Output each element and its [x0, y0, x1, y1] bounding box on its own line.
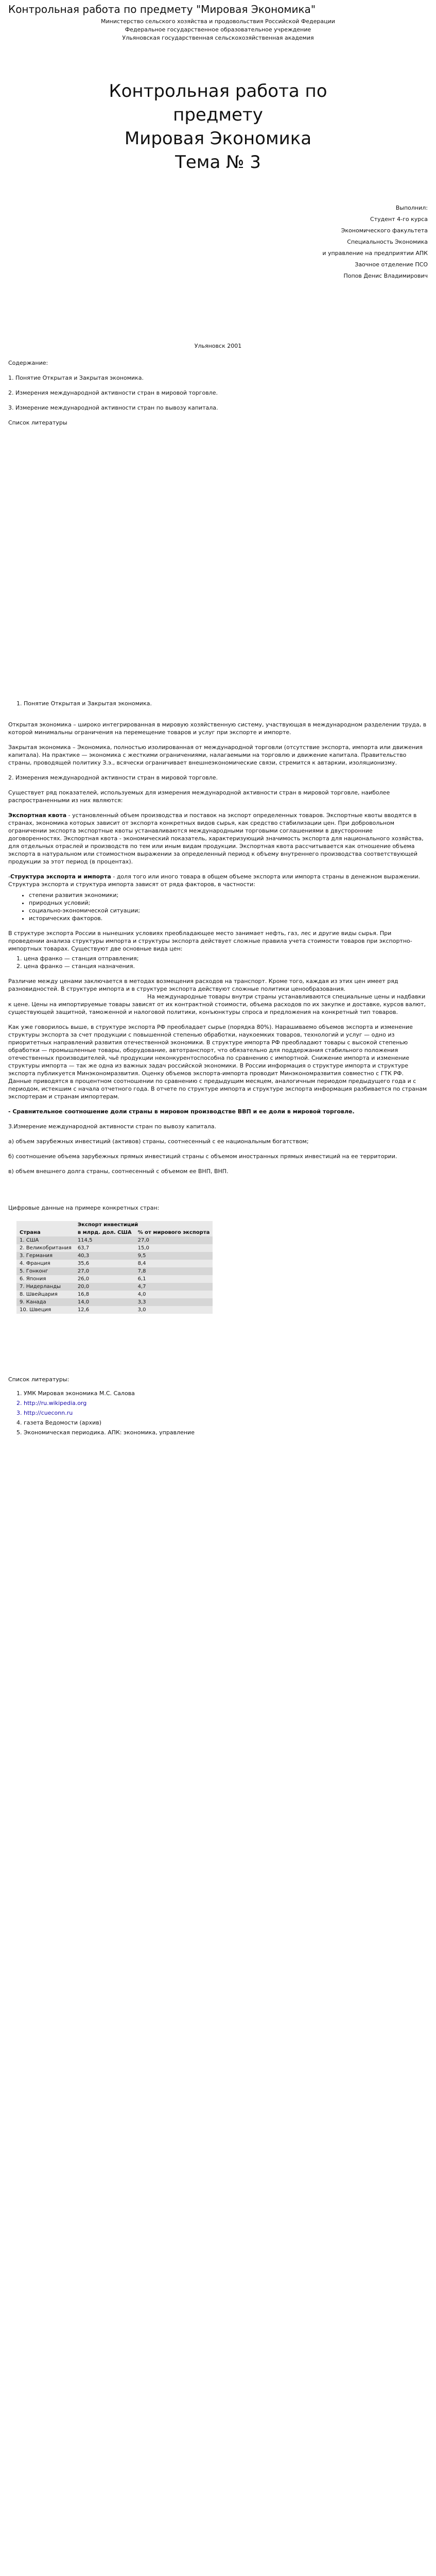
author-line: Экономического факультета — [341, 227, 428, 234]
paragraph-gdp-share: - Сравнительное соотношение доли страны в мировом производстве ВВП и ее доли в мировой торговле. — [8, 1108, 355, 1115]
table-cell: 16,8 — [77, 1292, 90, 1297]
paragraph-export-quota — [8, 811, 428, 866]
contents-item[interactable]: Список литературы — [8, 419, 67, 426]
table-cell: 4. Франция — [20, 1261, 50, 1266]
table-cell: 7. Нидерланды — [16, 1283, 75, 1291]
contents — [8, 359, 428, 427]
gdp-share-text: Сравнительное соотношение доли страны в мировом производстве ВВП и ее доли в мировой торговле. — [12, 1108, 355, 1115]
table-row — [16, 1298, 213, 1306]
table-cell: 3,0 — [137, 1307, 146, 1313]
paragraph-c: в) объем внешнего долга страны, соотнесенный с объемом ее ВНП, ВНП. — [8, 1168, 229, 1175]
factor-item: • природных условий; — [29, 899, 428, 907]
table-row — [16, 1275, 213, 1283]
table-cell: 2. Великобритания — [20, 1245, 72, 1251]
import-prices-text: На международные товары внутри страны устанавливаются специальные цены и надбавки к цене. Цены на импортируемые товары зависят от их контрактной стоимости, объема расходов по их закупке и доставке, курсов валют, существующей защитной, таможенной и налоговой политики, конъюнктуры спроса и предложения на конкретный тип товаров. — [8, 993, 426, 1015]
table-cell: 6. Япония — [20, 1276, 46, 1282]
title-line: Мировая Экономика — [124, 128, 312, 149]
paragraph-russia-export: В структуре экспорта России в нынешних условиях преобладающее место занимает нефть, газ, лес и другие виды сырья. При проведении анализа структуры импорта и структуры экспорта действует сложные правила учета стоимости товаров при экспортно-импортных товарах. Существуют две основные вида цен: — [8, 930, 412, 952]
author-line: и управление на предприятии АПК — [322, 250, 428, 257]
table-cell: 15,0 — [137, 1245, 149, 1251]
term-export-quota: Экспортная квота — [8, 812, 67, 819]
table-row — [16, 1291, 213, 1298]
paragraph-a: а) объем зарубежных инвестиций (активов) страны, соотнесенный с ее национальным богатством; — [8, 1138, 309, 1145]
org-line: Федеральное государственное образовательное учреждение — [125, 26, 311, 33]
title-line: предмету — [173, 105, 263, 125]
table-cell: 35,6 — [77, 1261, 90, 1266]
references-list — [8, 1389, 428, 1436]
factor-item: • исторических факторов. — [29, 914, 428, 922]
author-line: Выполнил: — [395, 205, 428, 211]
table-row — [16, 1252, 213, 1260]
table-cell: 8,4 — [137, 1261, 146, 1266]
org-line: Ульяновская государственная сельскохозяйственная академия — [122, 35, 314, 41]
table-row — [16, 1260, 213, 1267]
title-line: Контрольная работа по — [109, 81, 327, 101]
city-year: Ульяновск 2001 — [194, 343, 242, 349]
author-block — [8, 204, 428, 280]
table-cell: 1. США — [16, 1236, 75, 1244]
document-title: Контрольная работа по предмету "Мировая Экономика" — [8, 3, 316, 15]
paragraph-open-economy: Открытая экономика – широко интегрированная в мировую хозяйственную систему, участвующая в международном разделении труда, в которой минимальны ограничения на перемещение товаров и услуг при экспорте и импорте. — [8, 721, 427, 736]
table-cell: 7,8 — [135, 1267, 213, 1275]
reference-link[interactable]: 2. http://ru.wikipedia.org — [24, 1399, 428, 1407]
table-row — [16, 1267, 213, 1275]
table-col-header: Страна — [20, 1230, 41, 1235]
table-intro: Цифровые данные на примере конкретных стран: — [8, 1205, 160, 1211]
price-item: 1. цена франко — станция отправления; — [24, 955, 428, 962]
table-cell: 12,6 — [77, 1307, 90, 1313]
contents-item[interactable]: 1. Понятие Открытая и Закрытая экономика. — [8, 375, 144, 381]
table-cell: 6,1 — [137, 1276, 146, 1282]
table-header-empty — [16, 1221, 75, 1229]
factors-list — [8, 891, 428, 922]
table-cell: 27,0 — [75, 1267, 135, 1275]
contents-title: Содержание: — [8, 360, 48, 366]
table-row — [16, 1306, 213, 1314]
factor-item: • социально-экономической ситуации; — [29, 907, 428, 914]
references-title: Список литературы: — [8, 1376, 69, 1383]
paragraph-b: б) соотношение объема зарубежных прямых инвестиций страны с объемом иностранных прямых инвестиций на ее территории. — [8, 1153, 397, 1160]
contents-item[interactable]: 3. Измерение международной активности стран по вывозу капитала. — [8, 404, 218, 411]
table-cell: 14,0 — [75, 1298, 135, 1306]
section-heading-list — [8, 700, 428, 707]
reference-item: 4. газета Ведомости (архив) — [24, 1419, 428, 1427]
author-line: Заочное отделение ПСО — [355, 261, 428, 268]
prices-list — [8, 955, 428, 970]
author-line: Попов Денис Владимирович — [343, 273, 428, 279]
table-cell: 8. Швейцария — [20, 1292, 58, 1297]
title-line: Тема № 3 — [175, 152, 261, 173]
table-cell: 40,3 — [75, 1252, 135, 1260]
export-quota-text: - установленный объем производства и поставок на экспорт определенных товаров. Экспортные квоты вводятся в странах, экономика которых зависит от экспорта конкретных видов сырья, как средство стабилизации цен. При добровольном ограничении экспорта экспортные квоты устанавливаются международными торговыми соглашениями в двусторонние договоренностях. Экспортная квота - экономический показатель, характеризующий значимость экспорта для национального хозяйства, для отдельных отраслей и производств по тем или иным видам продукции. Экспортная квота рассчитывается как отношение объема экспорта в натуральном или стоимостном выражении за определенный период к объему внутреннего производства соответствующей продукции за этот период (в процентах). — [8, 812, 424, 865]
paragraph-closed-economy: Закрытая экономика – Экономика, полностью изолированная от международной торговли (отсутствие экспорта, импорта или движения капитала). На практике — экономика с жесткими ограничениями, налагаемыми на торговлю и движение капитала. Правительство страны, проводящей политику З.э., всячески ограничивает внешнеэкономические связи, стремится к автаркии, изоляционизму. — [8, 744, 423, 766]
paragraph-indicators: Существует ряд показателей, используемых для измерения международной активности стран в мировой торговле, наиболее распространенными из них являются: — [8, 789, 390, 804]
price-item: 2. цена франко — станция назначения. — [24, 962, 428, 970]
table-cell: 27,0 — [135, 1236, 213, 1244]
org-line: Министерство сельского хозяйства и продовольствия Российской Федерации — [101, 18, 335, 25]
table-cell: 20,0 — [75, 1283, 135, 1291]
section1-heading: 1. Понятие Открытая и Закрытая экономика. — [24, 700, 428, 707]
term-structure: Структура экспорта и импорта — [10, 873, 111, 880]
organization-header — [8, 18, 428, 42]
paragraph-import-prices — [8, 993, 428, 1016]
table-cell: 26,0 — [77, 1276, 90, 1282]
table-cell: 4,7 — [135, 1283, 213, 1291]
table-cell: 114,5 — [75, 1236, 135, 1244]
table-group-header: Экспорт инвестиций — [77, 1222, 138, 1228]
reference-item: 1. УМК Мировая экономика М.С. Салова — [24, 1389, 428, 1397]
paragraph-export-structure-rf: Как уже говорилось выше, в структуре экспорта РФ преобладает сырье (порядка 80%). Нарашиваемо объемов экспорта и изменение структуры экспорта за счет продукции с повышенной степенью обработки, наукоемких товаров, технологий и услуг — одно из приоритетных направлений развития отечественной экономики. В структуре импорта РФ преобладают товары с высокой степенью обработки — промышленные товары, оборудование, автотранспорт, что обязательно для поддержания стабильного положения отечественных производителей, чьё продукции неконкурентоспособна по сравнению с импортной. Снижение импорта и изменение структуры импорта — так же одна из важных задач российской экономики. В России информация о структуре импорта и структуре экспорта публикуется Минэкономразвития. Оценку объемов экспорта-импорта проводит Минэкономразвития совместно с ГТК РФ. Данные приводятся в процентном соотношении по сравнению с предыдущим месяцем, аналогичным периодом предыдущего года и с периодом, истекшим с начала отчетного года. В отчете по структуре импорта и структуре экспорта информация разбивается по странам экспортерам и странам импортерам. — [8, 1024, 427, 1100]
title-block — [8, 79, 428, 174]
investment-table — [16, 1221, 213, 1314]
table-cell: 10. Швеция — [20, 1307, 51, 1313]
table-row — [16, 1244, 213, 1252]
table-col-header: % от мирового экспорта — [137, 1230, 210, 1235]
table-cell: 3,3 — [135, 1298, 213, 1306]
structure-text: - доля того или иного товара в общем объеме экспорта или импорта страны в денежном выражении. Структура экспорта и структура импорта зависят от ряда факторов, в частности: — [8, 873, 421, 888]
table-cell: 3. Германия — [16, 1252, 75, 1260]
paragraph-structure: -Структура экспорта и импорта - доля того или иного товара в общем объеме экспорта или импорта страны в денежном выражении. Структура экспорта и структура импорта зависят от ряда факторов, в частности: — [8, 873, 421, 888]
table-body — [16, 1236, 213, 1314]
table-col-header: в млрд. дол. США — [77, 1230, 132, 1235]
table-cell: 63,7 — [77, 1245, 90, 1251]
contents-item[interactable]: 2. Измерения международной активности стран в мировой торговле. — [8, 389, 218, 396]
table-cell: 9. Канада — [16, 1298, 75, 1306]
factor-item: • степени развития экономики; — [29, 891, 428, 899]
table-cell: 5. Гонконг — [16, 1267, 75, 1275]
section3-heading: 3.Измерение международной активности стран по вывозу капитала. — [8, 1123, 217, 1130]
table-row — [16, 1283, 213, 1291]
table-cell: 9,5 — [135, 1252, 213, 1260]
table-cell: 4,0 — [137, 1292, 146, 1297]
reference-item: 5. Экономическая периодика. АПК: экономика, управление — [24, 1429, 428, 1436]
section2-heading: 2. Измерения международной активности стран в мировой торговле. — [8, 774, 218, 781]
author-line: Специальность Экономика — [347, 239, 428, 245]
author-line: Студент 4-го курса — [370, 216, 428, 223]
paragraph-price-difference: Различие между ценами заключается в методах возмещения расходов на транспорт. Кроме того, каждая из этих цен имеет ряд разновидностей. В структуре импорта и в структуре экспорта действуют сложные политики ценообразования. — [8, 978, 398, 992]
table-row — [16, 1236, 213, 1244]
reference-link[interactable]: 3. http://cueconn.ru — [24, 1409, 428, 1417]
